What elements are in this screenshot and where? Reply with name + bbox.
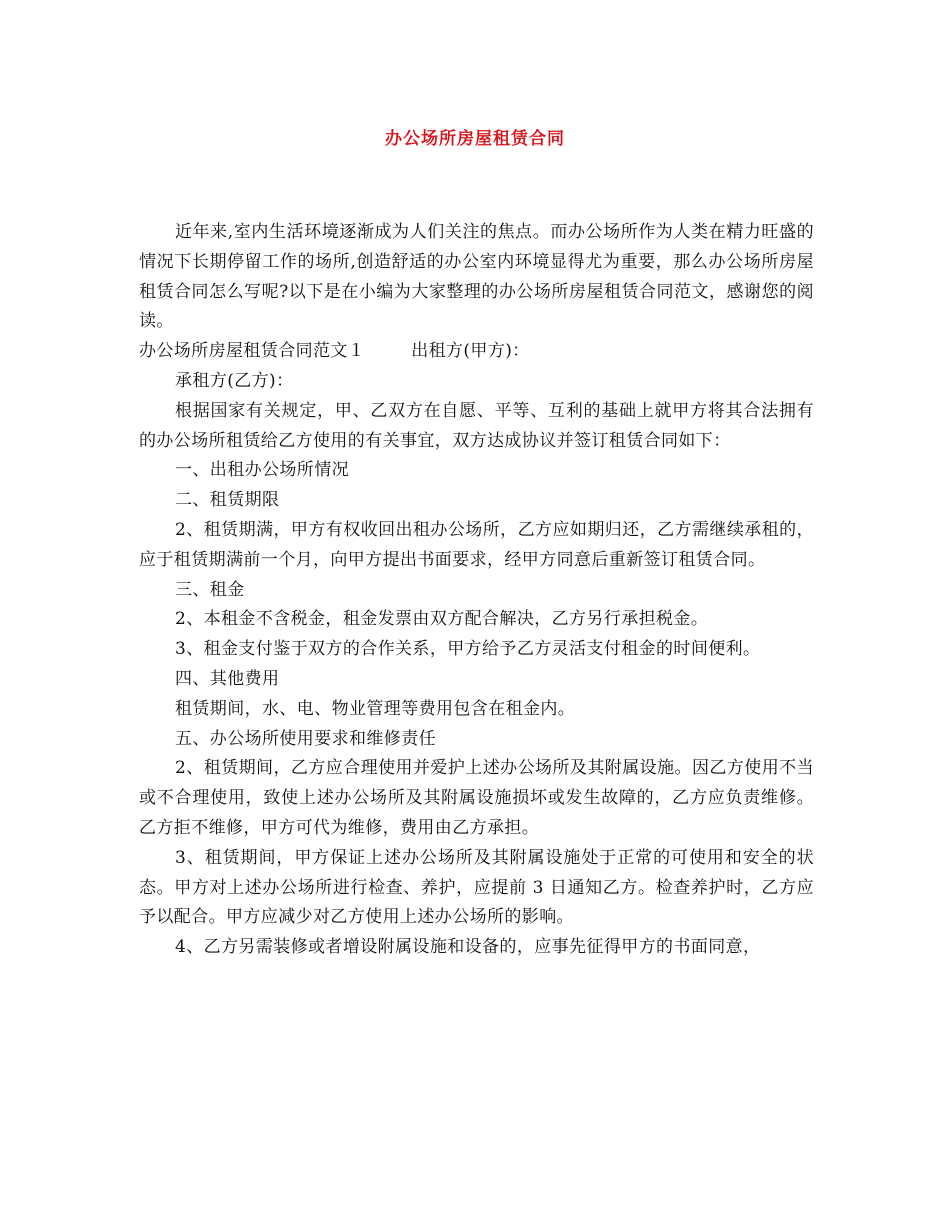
document-title: 办公场所房屋租赁合同 xyxy=(385,129,565,149)
document-body xyxy=(139,218,814,963)
section-heading: 二、租赁期限 xyxy=(175,490,280,511)
clause-paragraph: 3、租赁期间，甲方保证上述办公场所及其附属设施处于正常的可使用和安全的状态。甲方对上述办公场所进行检查、养护，应提前 3 日通知乙方。检查养护时，乙方应予以配合。甲方应减少对乙方使用上述办公场所的影响。 xyxy=(139,847,814,928)
section-heading: 三、租金 xyxy=(175,579,245,600)
lessee-label: 承租方(乙方)： xyxy=(175,370,294,391)
clause-paragraph: 2、租赁期间，乙方应合理使用并爱护上述办公场所及其附属设施。因乙方使用不当或不合理使用，致使上述办公场所及其附属设施损坏或发生故障的，乙方应负责维修。乙方拒不维修，甲方可代为维修，费用由乙方承担。 xyxy=(139,758,814,838)
clause-paragraph: 3、租金支付鉴于双方的合作关系，甲方给予乙方灵活支付租金的时间便利。 xyxy=(175,639,761,660)
clause-paragraph: 2、租赁期满，甲方有权收回出租办公场所，乙方应如期归还，乙方需继续承租的，应于租赁期满前一个月，向甲方提出书面要求，经甲方同意后重新签订租赁合同。 xyxy=(139,519,814,570)
section-heading: 四、其他费用 xyxy=(175,668,280,689)
section-heading: 五、办公场所使用要求和维修责任 xyxy=(175,728,436,749)
intro-paragraph: 近年来,室内生活环境逐渐成为人们关注的焦点。而办公场所作为人类在精力旺盛的情况下长期停留工作的场所,创造舒适的办公室内环境显得尤为重要，那么办公场所房屋租赁合同怎么写呢?以下是在小编为大家整理的办公场所房屋租赁合同范文，感谢您的阅读。 xyxy=(139,222,814,332)
lessor-label: 出租方(甲方)： xyxy=(411,341,530,362)
clause-paragraph: 2、本租金不含税金，租金发票由双方配合解决，乙方另行承担税金。 xyxy=(175,609,709,630)
clause-paragraph: 4、乙方另需装修或者增设附属设施和设备的，应事先征得甲方的书面同意， xyxy=(175,937,761,958)
preamble-paragraph: 根据国家有关规定，甲、乙双方在自愿、平等、互利的基础上就甲方将其合法拥有的办公场所租赁给乙方使用的有关事宜，双方达成协议并签订租赁合同如下： xyxy=(139,400,814,451)
clause-paragraph: 租赁期间，水、电、物业管理等费用包含在租金内。 xyxy=(175,698,576,719)
parties-line xyxy=(139,337,814,367)
section-heading: 一、出租办公场所情况 xyxy=(175,460,349,481)
sample-heading: 办公场所房屋租赁合同范文１ xyxy=(139,341,366,362)
